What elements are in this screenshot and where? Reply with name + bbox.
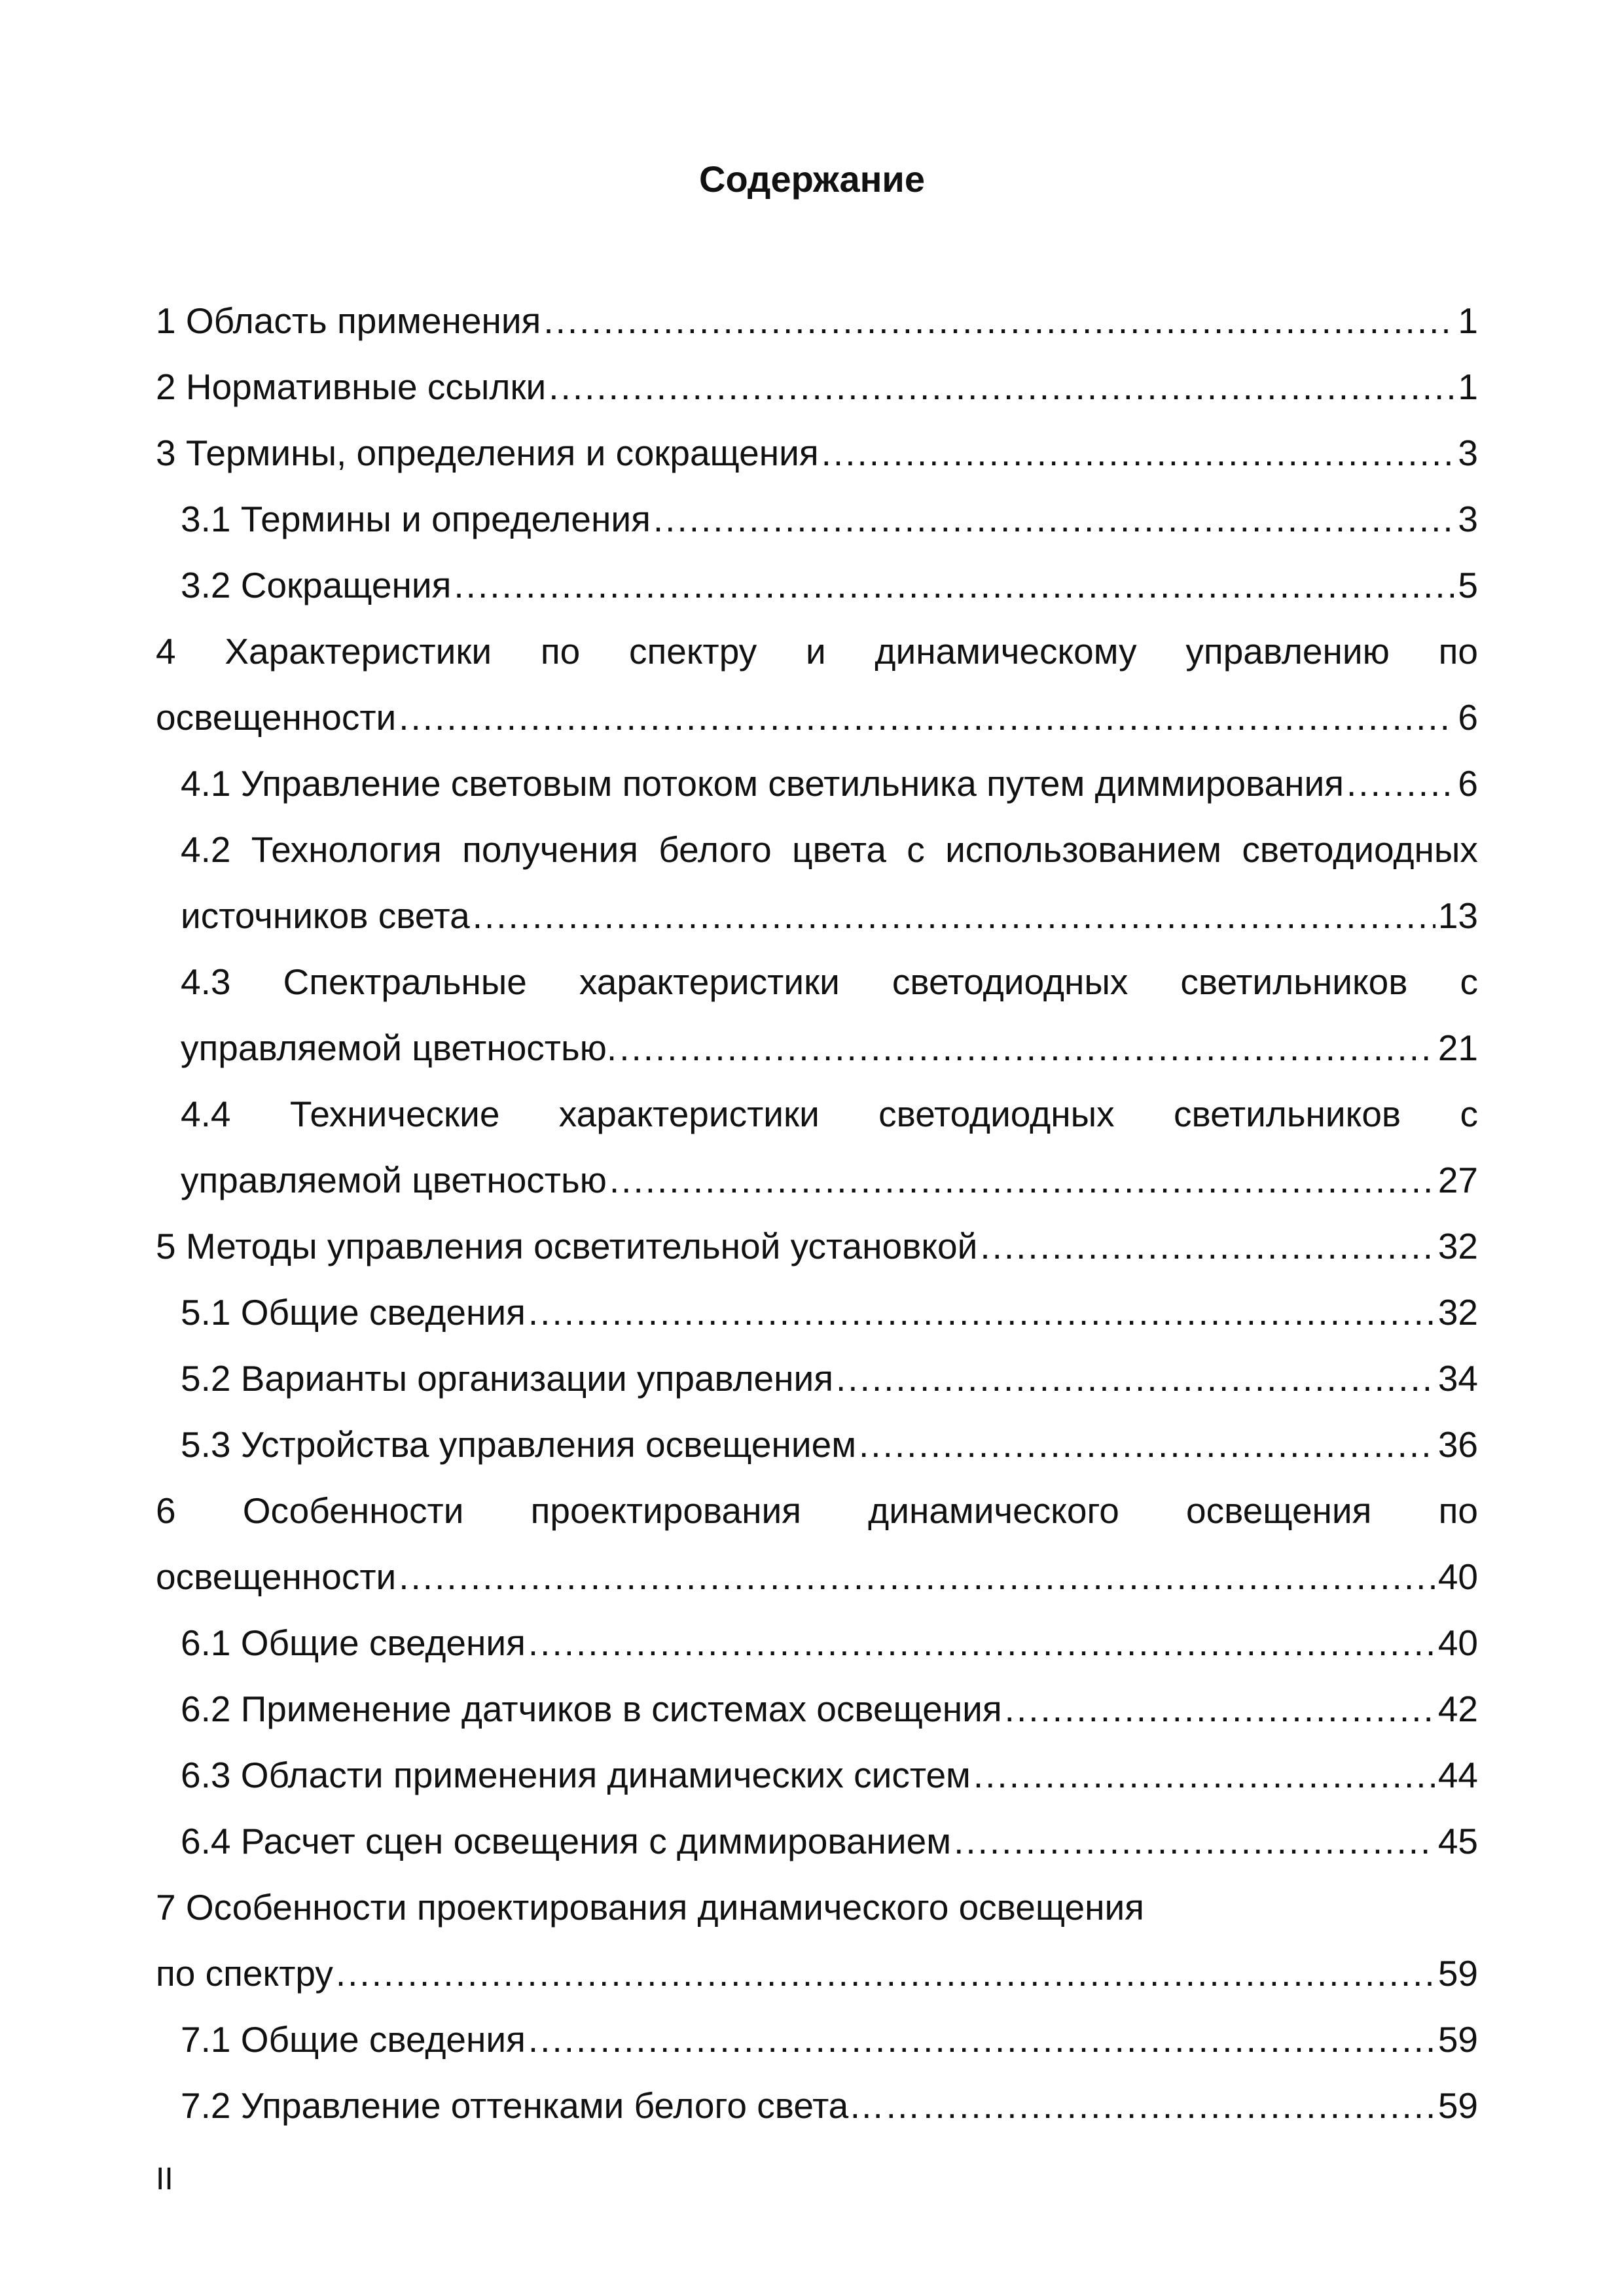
toc-page-number: 6 bbox=[1458, 763, 1478, 804]
toc-word: характеристики bbox=[558, 1094, 820, 1134]
toc-page-number: 59 bbox=[1437, 1953, 1478, 1994]
toc-entry-text-line1 bbox=[181, 949, 1478, 1015]
toc-entry-text-line1 bbox=[181, 817, 1478, 883]
toc-entry-4-4[interactable] bbox=[156, 1081, 1478, 1213]
toc-page-number: 3 bbox=[1458, 499, 1478, 539]
toc-page-number: 42 bbox=[1437, 1689, 1478, 1729]
toc-word: управлению bbox=[1185, 631, 1390, 672]
toc-entry-5[interactable] bbox=[156, 1213, 1478, 1280]
toc-word: по bbox=[540, 631, 581, 672]
toc-word: 4.2 bbox=[181, 829, 231, 870]
dot-leader bbox=[399, 1544, 1435, 1610]
toc-word: с bbox=[1460, 1094, 1478, 1134]
toc-entry-5-3[interactable] bbox=[156, 1412, 1478, 1478]
toc-word: динамического bbox=[868, 1490, 1119, 1531]
toc-entry-text: 6.2 Применение датчиков в системах освещения bbox=[181, 1689, 1002, 1729]
toc-word: получения bbox=[462, 829, 638, 870]
toc-entry-5-1[interactable] bbox=[156, 1280, 1478, 1346]
toc-page-number: 1 bbox=[1458, 367, 1478, 407]
page-title: Содержание bbox=[699, 158, 925, 200]
toc-entry-text: 5.2 Варианты организации управления bbox=[181, 1358, 834, 1399]
toc-entry-text: 3.2 Сокращения bbox=[181, 565, 452, 605]
toc-entry-3-2[interactable] bbox=[156, 552, 1478, 619]
toc-word: проектирования bbox=[530, 1490, 801, 1531]
toc-entry-text: 6.3 Области применения динамических систем bbox=[181, 1755, 971, 1795]
toc-entry-6-3[interactable] bbox=[156, 1742, 1478, 1808]
toc-entry-6[interactable] bbox=[156, 1478, 1478, 1610]
toc-word: Технология bbox=[251, 829, 442, 870]
dot-leader bbox=[836, 1346, 1435, 1412]
toc-word: Особенности bbox=[242, 1490, 464, 1531]
dot-leader bbox=[528, 2007, 1435, 2073]
toc-entry-text-line1: 7 Особенности проектирования динамического освещения bbox=[156, 1887, 1144, 1928]
toc-entry-text: 7.1 Общие сведения bbox=[181, 2019, 526, 2060]
table-of-contents bbox=[156, 288, 1478, 2139]
toc-entry-3-1[interactable] bbox=[156, 486, 1478, 552]
toc-page-number: 5 bbox=[1458, 565, 1478, 605]
toc-word: 4 bbox=[156, 631, 176, 672]
toc-word: светодиодных bbox=[892, 961, 1128, 1002]
toc-word: светильников bbox=[1174, 1094, 1401, 1134]
toc-page-number: 13 bbox=[1437, 895, 1478, 936]
dot-leader bbox=[336, 1941, 1435, 2007]
dot-leader bbox=[609, 1147, 1435, 1213]
toc-entry-text-line2: освещенности bbox=[156, 697, 397, 738]
toc-word: спектру bbox=[628, 631, 757, 672]
dot-leader bbox=[528, 1280, 1435, 1346]
toc-entry-2[interactable] bbox=[156, 354, 1478, 420]
toc-entry-text-line2: по спектру bbox=[156, 1953, 333, 1994]
dot-leader bbox=[653, 486, 1456, 552]
toc-entry-6-4[interactable] bbox=[156, 1808, 1478, 1874]
toc-entry-text-line2: управляемой цветностью. bbox=[181, 1028, 617, 1068]
dot-leader bbox=[473, 883, 1435, 949]
dot-leader bbox=[821, 420, 1456, 486]
toc-word: цвета bbox=[791, 829, 886, 870]
toc-page-number: 27 bbox=[1437, 1160, 1478, 1200]
toc-word: 4.4 bbox=[181, 1094, 231, 1134]
toc-word: 6 bbox=[156, 1490, 176, 1531]
dot-leader bbox=[528, 1610, 1435, 1676]
toc-word: характеристики bbox=[579, 961, 840, 1002]
dot-leader bbox=[923, 2073, 1435, 2139]
dot-leader bbox=[549, 354, 1455, 420]
dot-leader bbox=[973, 1742, 1435, 1808]
toc-word: 4.3 bbox=[181, 961, 231, 1002]
toc-entry-3[interactable] bbox=[156, 420, 1478, 486]
toc-page-number: 6 bbox=[1458, 697, 1478, 738]
toc-entry-7-1[interactable] bbox=[156, 2007, 1478, 2073]
dot-leader bbox=[454, 552, 1455, 619]
toc-entry-7[interactable] bbox=[156, 1874, 1478, 2007]
toc-entry-4-3[interactable] bbox=[156, 949, 1478, 1081]
toc-word: по bbox=[1438, 1490, 1478, 1531]
toc-page-number: 44 bbox=[1437, 1755, 1478, 1795]
toc-word: светильников bbox=[1180, 961, 1408, 1002]
toc-entry-text-line2: управляемой цветностью bbox=[181, 1160, 607, 1200]
toc-entry-text: 7.2 Управление оттенками белого света…… bbox=[181, 2085, 921, 2126]
toc-word: Спектральные bbox=[283, 961, 527, 1002]
toc-entry-1[interactable] bbox=[156, 288, 1478, 354]
toc-word: белого bbox=[659, 829, 772, 870]
toc-entry-text: 3.1 Термины и определения bbox=[181, 499, 651, 539]
dot-leader bbox=[619, 1015, 1435, 1081]
page-number-roman: II bbox=[156, 2162, 173, 2197]
toc-page-number: 32 bbox=[1437, 1292, 1478, 1333]
toc-entry-5-2[interactable] bbox=[156, 1346, 1478, 1412]
toc-entry-text: 6.1 Общие сведения bbox=[181, 1623, 526, 1663]
toc-word: динамическому bbox=[875, 631, 1137, 672]
toc-word: Характеристики bbox=[225, 631, 492, 672]
dot-leader bbox=[1346, 751, 1455, 817]
toc-entry-text: 2 Нормативные ссылки bbox=[156, 367, 547, 407]
toc-word: использованием bbox=[945, 829, 1222, 870]
toc-entry-4-2[interactable] bbox=[156, 817, 1478, 949]
toc-entry-text: 5.1 Общие сведения bbox=[181, 1292, 526, 1333]
toc-page-number: 1 bbox=[1458, 300, 1478, 341]
toc-entry-text: 3 Термины, определения и сокращения bbox=[156, 433, 819, 473]
dot-leader bbox=[859, 1412, 1435, 1478]
toc-page-number: 45 bbox=[1437, 1821, 1478, 1861]
toc-word: Технические bbox=[289, 1094, 500, 1134]
toc-entry-text: 4.1 Управление световым потоком светильника путем диммирования bbox=[181, 763, 1344, 804]
toc-entry-text: 1 Область применения bbox=[156, 300, 541, 341]
toc-entry-text: 5.3 Устройства управления освещением bbox=[181, 1424, 857, 1465]
dot-leader bbox=[980, 1213, 1435, 1280]
toc-page-number: 59 bbox=[1437, 2019, 1478, 2060]
toc-entry-7-2[interactable] bbox=[156, 2073, 1478, 2139]
toc-page-number: 59 bbox=[1437, 2085, 1478, 2126]
toc-page-number: 40 bbox=[1437, 1556, 1478, 1597]
toc-page-number: 36 bbox=[1437, 1424, 1478, 1465]
toc-entry-text-line2: источников света bbox=[181, 895, 470, 936]
toc-entry-text: 6.4 Расчет сцен освещения с диммированием bbox=[181, 1821, 952, 1861]
dot-leader bbox=[543, 288, 1455, 354]
toc-entry-text-line1 bbox=[156, 619, 1478, 685]
toc-entry-6-2[interactable] bbox=[156, 1676, 1478, 1742]
toc-entry-4-1[interactable] bbox=[156, 751, 1478, 817]
dot-leader bbox=[399, 685, 1455, 751]
toc-word: и bbox=[805, 631, 826, 672]
toc-entry-4[interactable] bbox=[156, 619, 1478, 751]
dot-leader bbox=[954, 1808, 1435, 1874]
toc-page-number: 40 bbox=[1437, 1623, 1478, 1663]
toc-word: с bbox=[907, 829, 925, 870]
toc-entry-text-line1 bbox=[181, 1081, 1478, 1147]
toc-word: освещения bbox=[1186, 1490, 1372, 1531]
toc-page-number: 34 bbox=[1437, 1358, 1478, 1399]
toc-entry-text-line2: освещенности bbox=[156, 1556, 397, 1597]
toc-entry-6-1[interactable] bbox=[156, 1610, 1478, 1676]
toc-page-number: 32 bbox=[1437, 1226, 1478, 1266]
toc-word: по bbox=[1438, 631, 1478, 672]
dot-leader bbox=[1005, 1676, 1435, 1742]
toc-word: светодиодных bbox=[1242, 829, 1478, 870]
toc-page-number: 21 bbox=[1437, 1028, 1478, 1068]
toc-page-number: 3 bbox=[1458, 433, 1478, 473]
toc-entry-text: 5 Методы управления осветительной установкой bbox=[156, 1226, 978, 1266]
toc-word: с bbox=[1460, 961, 1478, 1002]
toc-entry-text-line1 bbox=[156, 1478, 1478, 1544]
toc-word: светодиодных bbox=[878, 1094, 1115, 1134]
